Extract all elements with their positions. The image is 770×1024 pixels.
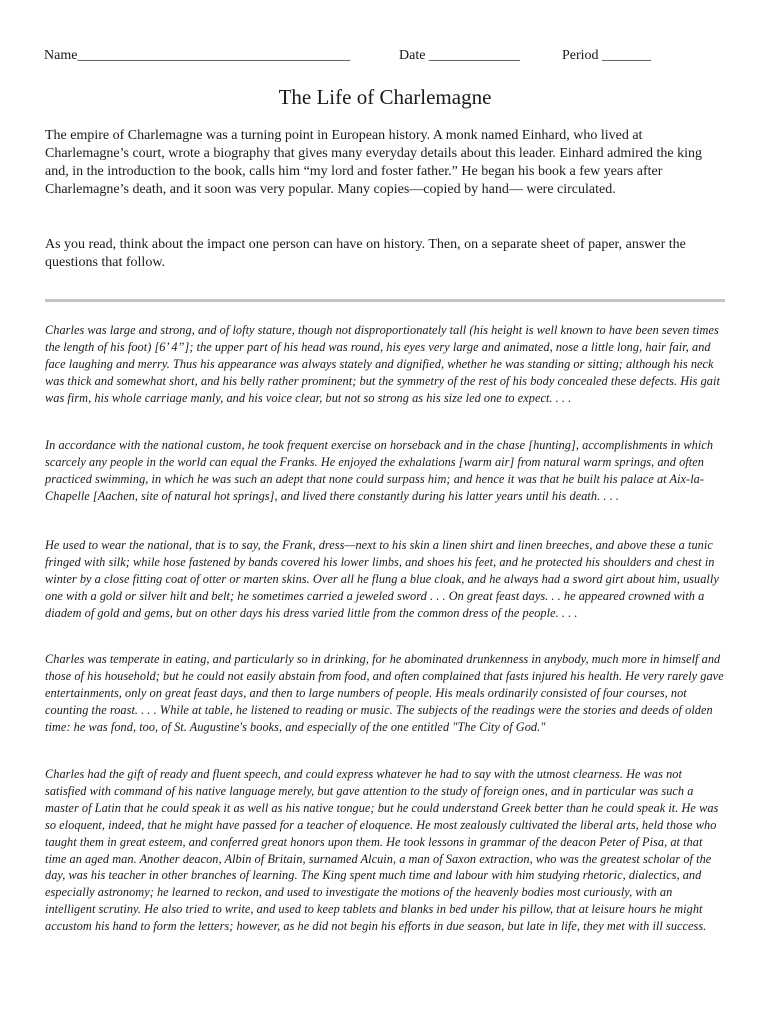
excerpt-paragraph-appearance: Charles was large and strong, and of lofty stature, though not disproportionately tall (his height is well known to have been seven times the length of his foot) [6’ 4”]; the upper part of his head was round, his eyes very large and animated, nose a little long, hair fair, and face laughing and merry. Thus his appearance was always stately and dignified, whether he was standing or sitting; although his neck was thick and somewhat short, and his belly rather prominent; but the symmetry of the rest of his body concealed these defects. His gait was firm, his whole carriage manly, and his voice clear, but not so strong as his size led one to expect. . . . xyxy=(45,323,720,405)
student-info-header xyxy=(44,46,724,66)
excerpt-paragraph-speech: Charles had the gift of ready and fluent speech, and could express whatever he had to say with the utmost clearness. He was not satisfied with command of his native language merely, but gave attention to the study of foreign ones, and in particular was such a master of Latin that he could speak it as well as his native tongue; but he could understand Greek better than he could speak it. He was so eloquent, indeed, that he might have passed for a teacher of eloquence. He most zealously cultivated the liberal arts, held those who taught them in great esteem, and conferred great honors upon them. He took lessons in grammar of the deacon Peter of Pisa, at that time an aged man. Another deacon, Albin of Britain, surnamed Alcuin, a man of Saxon extraction, who was the greatest scholar of the day, was his teacher in other branches of learning. The King spent much time and labour with him studying rhetoric, dialectics, and especially astronomy; he learned to reckon, and used to investigate the motions of the heavenly bodies most curiously, with an intelligent scrutiny. He also tried to write, and used to keep tablets and blanks in bed under his pillow, that at leisure hours he might accustom his hand to form the letters; however, as he did not begin his efforts in due season, but late in life, they met with ill success. xyxy=(45,767,719,934)
excerpt-paragraph-dress: He used to wear the national, that is to say, the Frank, dress—next to his skin a linen shirt and linen breeches, and above these a tunic fringed with silk; while hose fastened by bands covered his lower limbs, and shoes his feet, and he protected his shoulders and chest in winter by a close fitting coat of otter or marten skins. Over all he flung a blue cloak, and he always had a sword girt about him, usually one with a gold or silver hilt and belt; he sometimes carried a jeweled sword . . . On great feast days. . . he appeared crowned with a diadem of gold and gems, but on other days his dress varied little from the common dress of the people. . . . xyxy=(45,538,719,620)
date-field[interactable]: Date _____________ xyxy=(399,48,520,63)
excerpt-paragraph-exercise: In accordance with the national custom, he took frequent exercise on horseback and in the chase [hunting], accomplishments in which scarcely any people in the world can equal the Franks. He enjoyed the exhalations [warm air] from natural warm springs, and often practiced swimming, in which he was such an adept that none could surpass him; and hence it was that he built his palace at Aix-la-Chapelle [Aachen, site of natural hot springs], and lived there constantly during his latter years until his death. . . . xyxy=(45,438,714,503)
intro-paragraph-1: The empire of Charlemagne was a turning point in European history. A monk named Einhard, who lived at Charlemagne’s court, wrote a biography that gives many everyday details about this leader. Einhard admired the king and, in the introduction to the book, calls him “my lord and foster father.” He began his book a few years after Charlemagne’s death, and it soon was very popular. Many copies—copied by hand— were circulated. xyxy=(45,128,703,197)
intro-paragraph-2: As you read, think about the impact one person can have on history. Then, on a separate sheet of paper, answer the questions that follow. xyxy=(45,237,686,270)
period-field[interactable]: Period _______ xyxy=(562,48,652,63)
section-divider xyxy=(45,299,725,302)
excerpt-paragraph-eating: Charles was temperate in eating, and particularly so in drinking, for he abominated drunkenness in anybody, much more in himself and those of his household; but he could not easily abstain from food, and often complained that fasts injured his health. He very rarely gave entertainments, only on great feast days, and then to large numbers of people. His meals ordinarily consisted of four courses, not counting the roast. . . . While at table, he listened to reading or music. The subjects of the readings were the stories and deeds of olden time: he was fond, too, of St. Augustine's books, and especially of the one entitled "The City of God." xyxy=(45,652,724,734)
name-field[interactable]: Name_______________________________________ xyxy=(44,48,351,63)
page-title: The Life of Charlemagne xyxy=(278,85,492,109)
